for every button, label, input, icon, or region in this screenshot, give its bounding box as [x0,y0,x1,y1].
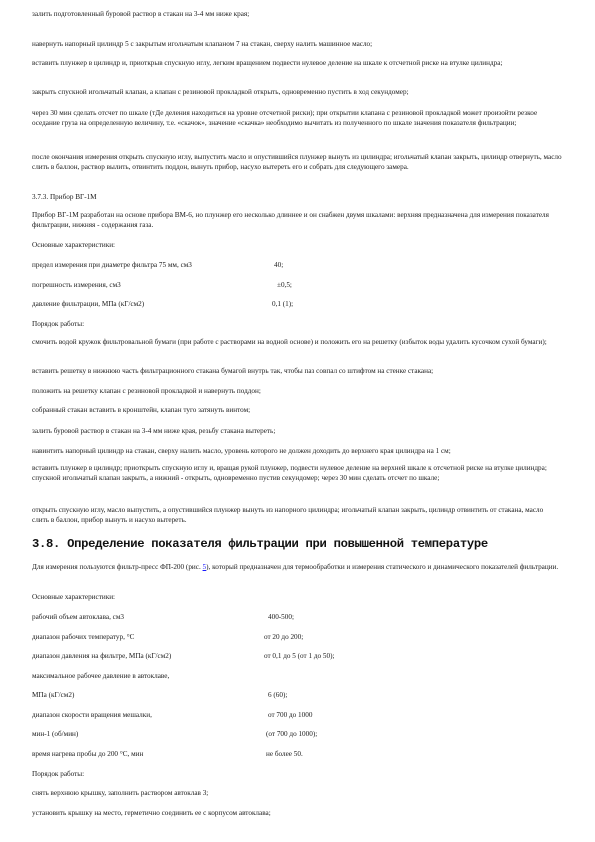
spec-label: время нагрева пробы до 200 °С, мин [32,750,144,758]
spec-label: давление фильтрации, МПа (кГ/см2) [32,300,145,308]
section-heading: 3.8. Определение показателя фильтрации при повышенной температуре [32,537,488,551]
paragraph: положить на решетку клапан с резиновой прокладкой и навернуть поддон; [32,387,261,395]
paragraph: закрыть спускной игольчатый клапан, а клапан с резиновой прокладкой открыть, одновременно пустить в ход секундомер; [32,88,409,96]
spec-row [32,299,562,309]
section-subheading: 3.7.3. Прибор ВГ-1М [32,193,97,201]
spec-value: от 700 до 1000 [268,711,313,719]
spec-value: 40; [274,261,284,269]
paragraph: установить крышку на место, герметично соединить ее с корпусом автоклава; [32,809,271,817]
spec-value: ±0,5; [277,281,292,289]
spec-label: диапазон давления на фильтре, МПа (кГ/см2) [32,652,172,660]
spec-label: диапазон скорости вращения мешалки, [32,711,152,719]
paragraph: снять верхнюю крышку, заполнить раствором автоклав 3; [32,789,209,797]
spec-row [32,729,562,739]
spec-row [32,749,562,759]
spec-row [32,651,562,661]
spec-row [32,710,562,720]
paragraph: Порядок работы: [32,320,85,328]
spec-value: 6 (60); [268,691,288,699]
spec-label: МПа (кГ/см2) [32,691,75,699]
spec-value: от 20 до 200; [264,633,304,641]
spec-value: 400-500; [268,613,294,621]
intro-text: ), который предназначен для термообработки и измерения статического и динамического показателей фильтрации. [206,563,559,571]
paragraph: вставить решетку в нижнюю часть фильтрационного стакана бумагой внутрь так, чтобы паз совпал со штифтом на стенке стакана; [32,367,434,375]
spec-label: предел измерения при диаметре фильтра 75 мм, см3 [32,261,192,269]
paragraph: смочить водой кружок фильтровальной бумаги (при работе с растворами на водной основе) и положить его на решетку (избыток воды удалить кусочком сухой бумаги); [32,338,547,346]
paragraph: собранный стакан вставить в кронштейн, клапан туго затянуть винтом; [32,406,251,414]
paragraph: Прибор ВГ-1М разработан на основе прибора ВМ-6, но плунжер его несколько длиннее и он снабжен двумя шкалами: верхняя предназначена для измерения показателя фильтрации, нижняя - содержания газа. [32,211,549,229]
paragraph: залить подготовленный буровой раствор в стакан на 3-4 мм ниже края; [32,10,250,18]
paragraph: Порядок работы: [32,770,85,778]
paragraph: вставить плунжер в цилиндр и, приоткрыв спускную иглу, легким вращением подвести нулевое деление на шкале к отсчетной риске на втулке цилиндра; [32,59,503,67]
paragraph: навинтить напорный цилиндр на стакан, сверху налить масло, уровень которого не должен доходить до верхнего края цилиндра на 1 см; [32,447,451,455]
paragraph: залить буровой раствор в стакан на 3-4 мм ниже края, резьбу стакана вытереть; [32,427,276,435]
spec-row [32,632,562,642]
spec-value: 0,1 (1); [272,300,294,308]
spec-row [32,612,562,622]
paragraph: через 30 мин сделать отсчет по шкале (тДе деления находиться на уровне отсчетной риски); при открытии клапана с резиновой прокладкой может произойти резкое оседание груза на определенную величину, т.е. «скачок», значение «скачка» необходимо вычитать из полученного по шкале значения показателя фильтрации; [32,109,538,127]
spec-label: мин-1 (об/мин) [32,730,79,738]
spec-row [32,690,562,700]
paragraph: после окончания измерения открыть спускную иглу, выпустить масло и опустившийся плунжер вынуть из цилиндра; игольчатый клапан закрыть, цилиндр отвернуть, масло слить в баллон, раствор вылить, отвинтить поддон, вынуть прибор, насухо вытереть его и собрать для следующего замера. [32,153,562,171]
intro-paragraph [32,562,562,572]
spec-value: от 0,1 до 5 (от 1 до 50); [264,652,335,660]
spec-value: не более 50. [266,750,303,758]
spec-label: диапазон рабочих температур, °С [32,633,135,641]
intro-text: Для измерения пользуются фильтр-пресс ФП-200 (рис. [32,563,203,571]
paragraph: Основные характеристики: [32,241,116,249]
paragraph: Основные характеристики: [32,593,116,601]
paragraph: вставить плунжер в цилиндр; приоткрыть спускную иглу и, вращая рукой плунжер, подвести нулевое деление на верхней шкале к отсчетной риске на втулке цилиндра; спускной игольчатый клапан закрыть, а нижний - открыть, одновременно пустив секундомер; через 30 мин сделать отсчет по шкале; [32,464,547,482]
spec-label: погрешность измерения, см3 [32,281,121,289]
figure-link[interactable]: 5 [202,563,207,571]
spec-row [32,280,562,290]
paragraph: навернуть напорный цилиндр 5 с закрытым игольчатым клапаном 7 на стакан, сверху налить машинное масло; [32,40,373,48]
spec-row [32,260,562,270]
spec-value: (от 700 до 1000); [266,730,318,738]
paragraph: максимальное рабочее давление в автоклаве, [32,672,170,680]
paragraph: открыть спускную иглу, масло выпустить, а опустившийся плунжер вынуть из напорного цилиндра; игольчатый клапан закрыть, цилиндр отвинтить от стакана, масло слить в баллон, прибор вынуть и насухо вытереть. [32,506,544,524]
spec-label: рабочий объем автоклава, см3 [32,613,125,621]
